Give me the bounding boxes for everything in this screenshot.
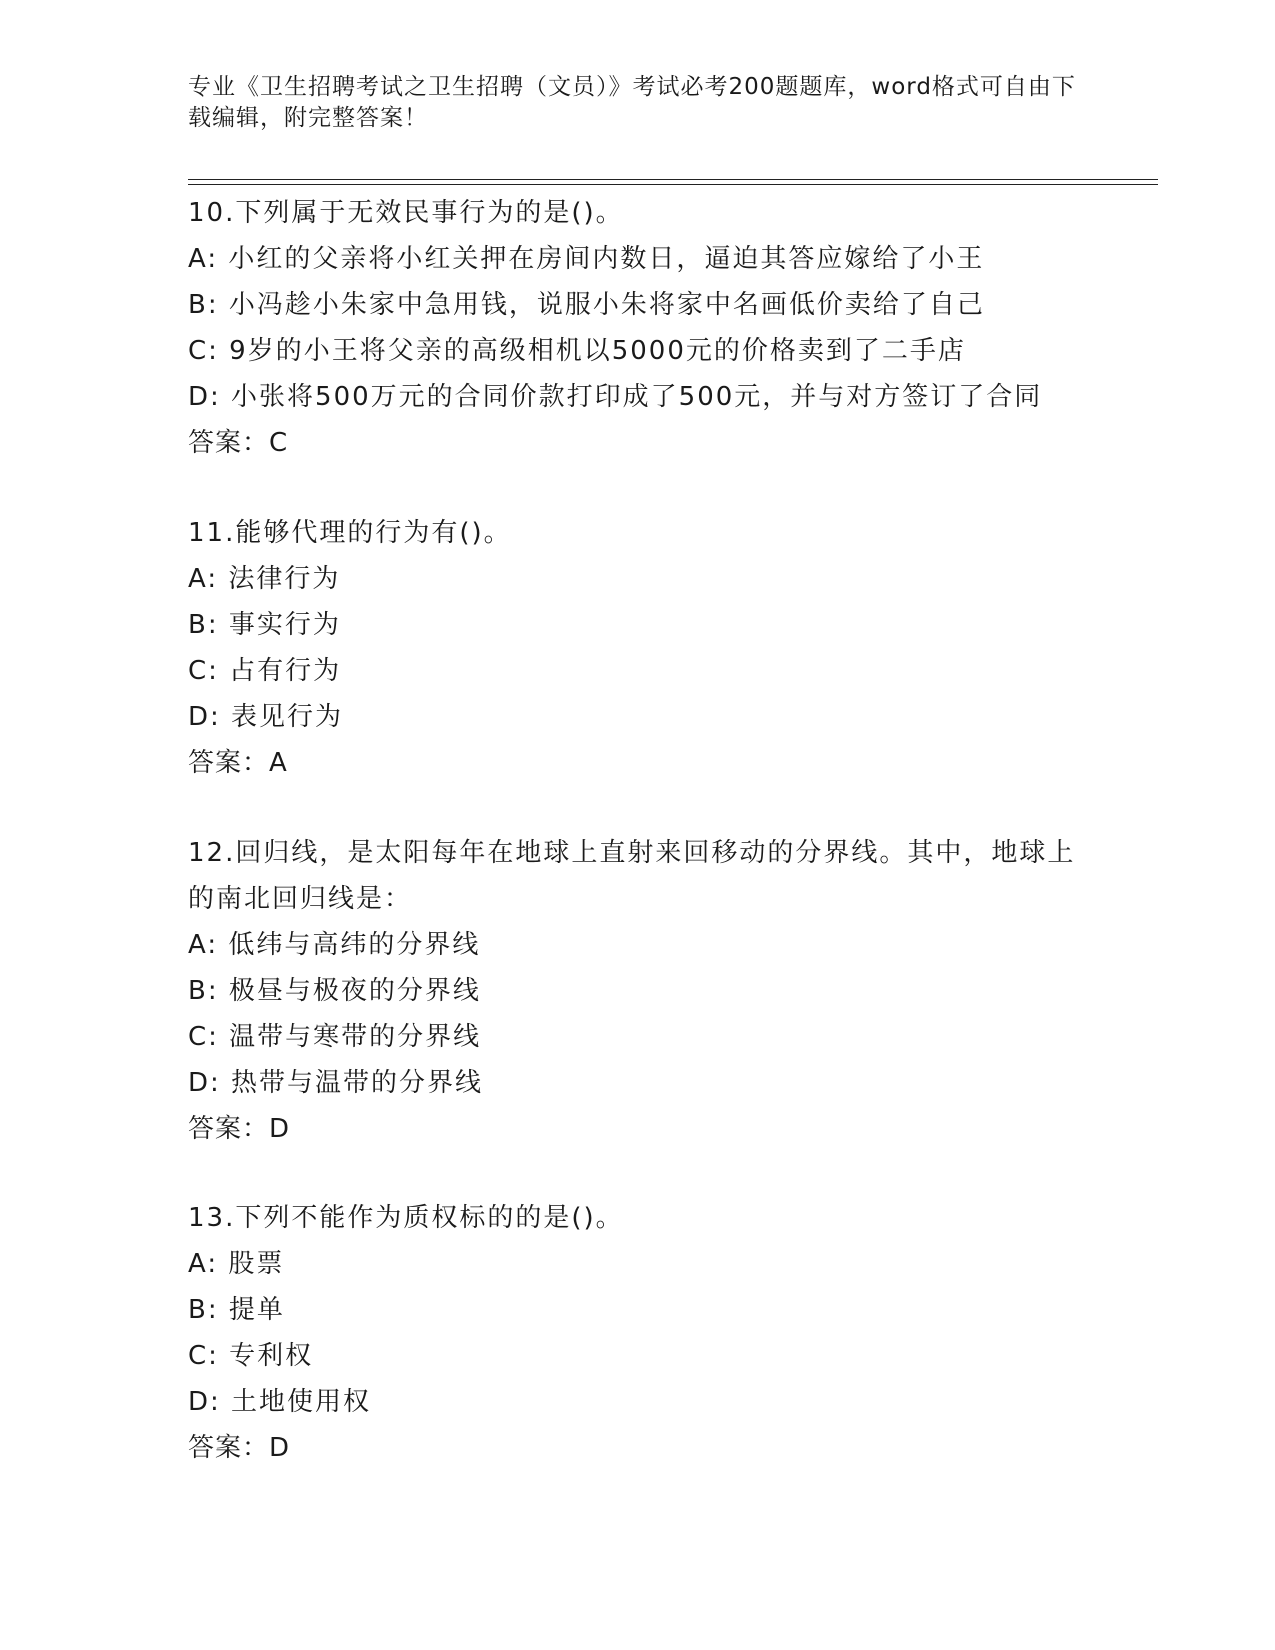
answer-label: 答案：D [188,1114,291,1144]
option-b: B: 提单 [188,1295,285,1325]
option-a: A: 法律行为 [188,564,341,594]
question-12 [188,830,1088,1152]
answer-label: 答案：D [188,1433,291,1463]
option-b: B: 小冯趁小朱家中急用钱，说服小朱将家中名画低价卖给了自己 [188,290,985,320]
option-c: C: 温带与寒带的分界线 [188,1022,482,1052]
option-b: B: 极昼与极夜的分界线 [188,976,481,1006]
question-stem: 11.能够代理的行为有()。 [188,518,512,548]
answer-label: 答案：A [188,748,288,778]
option-d: D: 热带与温带的分界线 [188,1068,484,1098]
option-a: A: 低纬与高纬的分界线 [188,930,481,960]
option-c: C: 专利权 [188,1341,314,1371]
option-a: A: 小红的父亲将小红关押在房间内数日，逼迫其答应嫁给了小王 [188,244,985,274]
question-stem: 10.下列属于无效民事行为的是()。 [188,198,624,228]
option-d: D: 土地使用权 [188,1387,372,1417]
question-13 [188,1195,1088,1471]
question-stem: 12.回归线，是太阳每年在地球上直射来回移动的分界线。其中，地球上的南北回归线是： [188,838,1076,914]
document-header: 专业《卫生招聘考试之卫生招聘（文员）》考试必考200题题库，word格式可自由下载编辑，附完整答案！ [188,74,1076,131]
option-b: B: 事实行为 [188,610,341,640]
question-stem: 13.下列不能作为质权标的的是()。 [188,1203,624,1233]
answer-label: 答案：C [188,428,289,458]
question-11 [188,510,1088,786]
option-d: D: 表见行为 [188,702,344,732]
option-d: D: 小张将500万元的合同价款打印成了500元，并与对方签订了合同 [188,382,1043,412]
option-a: A: 股票 [188,1249,285,1279]
header-divider-top [188,179,1158,180]
option-c: C: 占有行为 [188,656,342,686]
header-divider-bottom [188,184,1158,185]
question-10 [188,190,1088,466]
option-c: C: 9岁的小王将父亲的高级相机以5000元的价格卖到了二手店 [188,336,966,366]
